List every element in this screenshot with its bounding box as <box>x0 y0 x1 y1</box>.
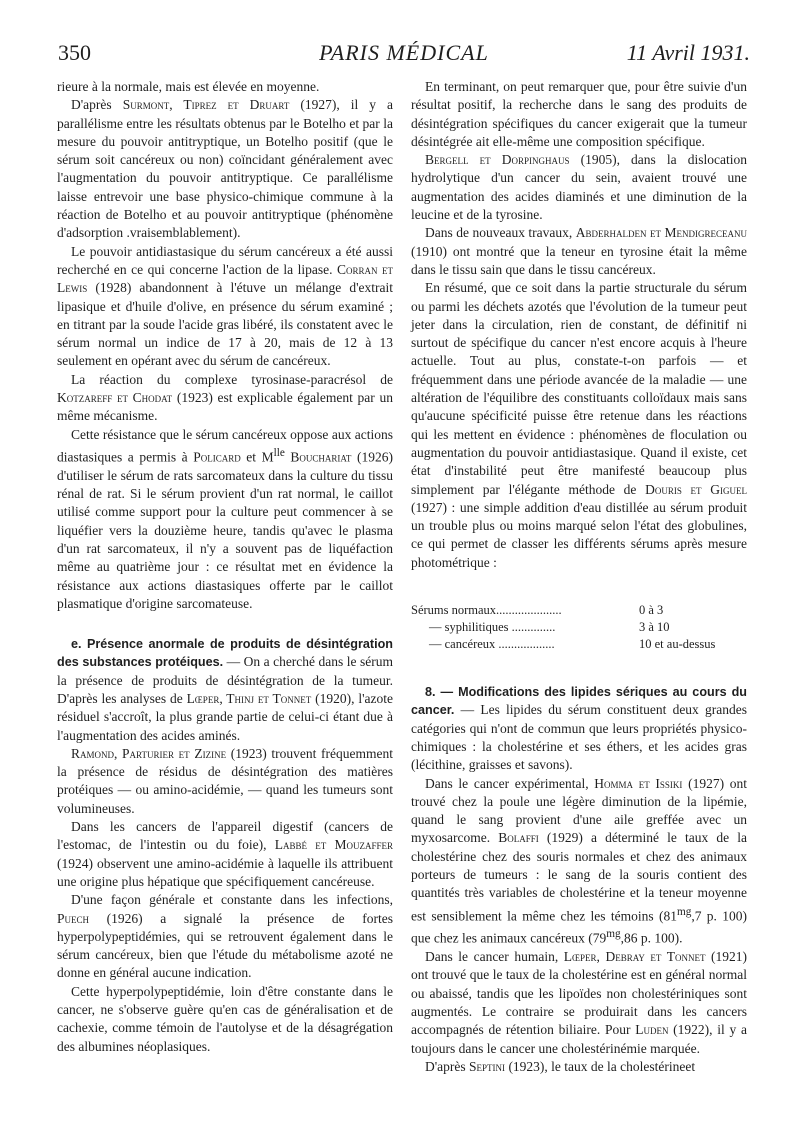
paragraph: rieure à la normale, mais est élevée en moyenne. <box>57 79 320 94</box>
paragraph: D'après Septini (1923), le taux de la cholestérineet <box>425 1058 696 1074</box>
paragraph: D'après Surmont, Tiprez et Druart (1927), il y a parallélisme entre les résultats obtenus par le Botelho et par la mesure du pouvoir antitryptique, un Botelho positif (que le sérum soit cancéreux ou non) coïncidant généralement avec l'augmentation du pouvoir antitryptique. Ce parallélisme laisse entrevoir une base physico-chimique commune à la réaction de Botelho et au pouvoir antitryptique (phénomène d'adsorption .vraisemblablement). <box>57 97 393 241</box>
author-names: Policard <box>193 449 241 465</box>
author-names: Bergell et Dorpinghaus <box>425 152 570 168</box>
paragraph: Cette hyperpolypeptidémie, loin d'être constante dans le cancer, ne s'observe guère qu'en cas de généralisation et de cachexie, comme témoin de l'autolyse et de la désagrégation des albumines néoplasiques. <box>57 983 393 1054</box>
left-column <box>57 78 393 1056</box>
paragraph: Dans le cancer humain, Lœper, Debray et Tonnet (1921) ont trouvé que le taux de la cholestérine est en général normal ou abaissé, tandis que les lipoïdes non cholestériniques sont augmentés. Le contraire se produirait dans les cancers accompagnés de rétention biliaire. Pour Luden (1922), il y a toujours dans le cancer une cholestérinémie marquée. <box>411 949 747 1056</box>
paragraph: Dans les cancers de l'appareil digestif (cancers de l'estomac, de l'intestin ou du foie), Labbé et Mouzaffer (1924) observent une amino-acidémie à laquelle ils attribuent une origine plus hépatique que spécifiquement cancéreuse. <box>57 819 393 889</box>
paragraph: Dans de nouveaux travaux, Abderhalden et Mendigreceanu (1910) ont montré que la teneur en tyrosine était la même dans le tissu sain que dans le tissu cancéreux. <box>411 225 747 277</box>
section-paragraph: 8. — Modifications des lipides sériques au cours du cancer. — Les lipides du sérum constituent deux grandes catégories qui n'ont de commun que leurs propriétés physico-chimiques : la cholestérine et ses éthers, et les acides gras (lécithine, graisses et savons). <box>411 685 747 773</box>
table-value: 0 à 3 <box>639 603 664 618</box>
author-names: Lœper, Thinj et Tonnet <box>186 691 312 706</box>
journal-title: PARIS MÉDICAL <box>319 40 489 65</box>
author-names: Luden <box>635 1022 669 1038</box>
table-row <box>411 619 747 636</box>
author-names: Corran et Lewis <box>57 261 393 296</box>
author-names: Abderhalden et Mendigreceanu <box>575 225 747 241</box>
paragraph: La réaction du complexe tyrosinase-paracrésol de Kotzareff et Chodat (1923) est explicable également par un même mécanisme. <box>57 371 393 424</box>
paragraph: En résumé, que ce soit dans la partie structurale du sérum ou parmi les déchets azotés que l'évolution de la tumeur peut jeter dans la circulation, rien de constant, de définitif ni surtout de spécifique du cancer n'est encore acquis à l'heure actuelle. Tout au plus, constate-t-on parfois — et fréquemment dans une période avancée de la maladie — une altération de l'équilibre des constituants colloïdaux mais sans qu'aucune spécificité puisse être retenue dans les réactions qui les mettent en évidence : phénomènes de floculation ou augmentation du pouvoir antidiastasique. Quand il existe, cet état d'instabilité peut être manifesté beaucoup plus simplement par l'élégante méthode de Douris et Giguel (1927) : une simple addition d'eau distillée au sérum produit un trouble plus ou moins marqué selon l'état des globulines, ce qui permet de classer les différents sérums après mesure photométrique : <box>411 280 747 570</box>
author-names: Lœper, Debray et Tonnet <box>563 949 706 965</box>
author-names: Ramond, Parturier et Zizine <box>71 745 227 761</box>
author-names: Surmont, Tiprez et Druart <box>122 97 290 113</box>
table-label: — syphilitiques .............. <box>429 620 556 635</box>
page-number: 350 <box>58 40 91 65</box>
paragraph: D'une façon générale et constante dans les infections, Puech (1926) a signalé la présence de fortes hyperpolypeptidémies, qui se retrouvent également dans le sérum cancéreux, bien que l'étude du métabolisme azoté ne donne en général aucune indication. <box>57 892 393 981</box>
table-label: — cancéreux .................. <box>429 637 555 652</box>
paragraph: En terminant, on peut remarquer que, pour être suivie d'un résultat positif, la recherche dans le sang des produits de désintégration spécifiques du cancer exigerait que la tumeur désintégrée ait elle-même une composition spécifique. <box>411 79 747 149</box>
paragraph: Bergell et Dorpinghaus (1905), dans la dislocation hydrolytique d'un cancer du sein, avaient trouvé une augmentation des acides diaminés et une diminution de la leucine et de la tyrosine. <box>411 152 747 223</box>
paragraph: Le pouvoir antidiastasique du sérum cancéreux a été aussi recherché en ce qui concerne l'action de la lipase. Corran et Lewis (1928) abandonnent à l'étuve un mélange d'extrait lipasique et d'huile d'olive, en présence du sérum examiné ; en titrant par la soude l'acide gras libéré, ils constatent avec le sérum normal un indice de 17 à 20, mais de 12 à 13 seulement en opérant avec du sérum de cancéreux. <box>57 243 393 369</box>
paragraph: Ramond, Parturier et Zizine (1923) trouvent fréquemment la présence de résidus de désintégration des matières protéiques — ou amino-acidémie, — quand les tumeurs sont volumineuses. <box>57 745 393 816</box>
author-names: Kotzareff et Chodat <box>57 390 173 406</box>
running-header <box>58 40 750 70</box>
paragraph: Cette résistance que le sérum cancéreux oppose aux actions diastasiques a permis à Policard et $M^{lle}$ Bouchariat (1926) d'utiliser le sérum de rats sarcomateux dans la culture du tissu rénal de rat. Si le sérum provient d'un rat normal, le caillot utilisé comme support pour la culture peut commencer à se liquéfier vers la douzième heure, tandis qu'avec le plasma d'un rat sarcomateux, il n'y a souvent pas de liquéfaction même au quatrième jour : ce résultat met en évidence la résistance aux actions diastasiques offerte par le caillot plasmatique d'origine sarcomateuse. <box>57 426 393 611</box>
issue-date: 11 Avril 1931. <box>626 40 750 65</box>
table-row <box>411 602 747 619</box>
table-value: 3 à 10 <box>639 620 670 635</box>
author-names: Septini <box>469 1058 506 1074</box>
section-heading: 8. — Modifications des lipides sériques au cours du cancer. <box>411 685 747 718</box>
table-label: Sérums normaux..................... <box>411 603 562 618</box>
right-column <box>411 78 747 1076</box>
author-names: Bouchariat <box>284 449 352 465</box>
section-heading: e. Présence anormale de produits de désintégration des substances protéiques. <box>57 637 393 670</box>
paragraph: Dans le cancer expérimental, Homma et Issiki (1927) ont trouvé chez la poule une légère diminution de la lipémie, quand le sang provient d'une aile greffée avec un myxosarcome. Bolaffi (1929) a déterminé le taux de la cholestérine chez des souris normales et chez des animaux porteurs de tumeurs : le sang de la souris contient des quantités très variables de cholestérine et la teneur moyenne est sensiblement la même chez les témoins ($81^{mg},7$ p. 100) que chez les animaux cancéreux ($79^{mg},86$ p. 100). <box>411 775 748 946</box>
author-names: Douris et Giguel <box>645 481 747 497</box>
table-value: 10 et au-dessus <box>639 637 716 652</box>
author-names: Puech <box>57 910 90 926</box>
author-names: Bolaffi <box>498 830 539 846</box>
table-row <box>411 636 747 653</box>
serum-table <box>411 602 747 653</box>
author-names: Labbé et Mouzaffer <box>274 837 393 853</box>
author-names: Homma et Issiki <box>594 775 683 791</box>
section-paragraph: e. Présence anormale de produits de désintégration des substances protéiques. — On a cherché dans le sérum la présence de produits de désintégration de la tumeur. D'après les analyses de Lœper, Thinj et Tonnet (1920), l'azote résiduel s'accroît, la plus grande partie de celui-ci étant due à l'augmentation des acides aminés. <box>57 637 394 743</box>
